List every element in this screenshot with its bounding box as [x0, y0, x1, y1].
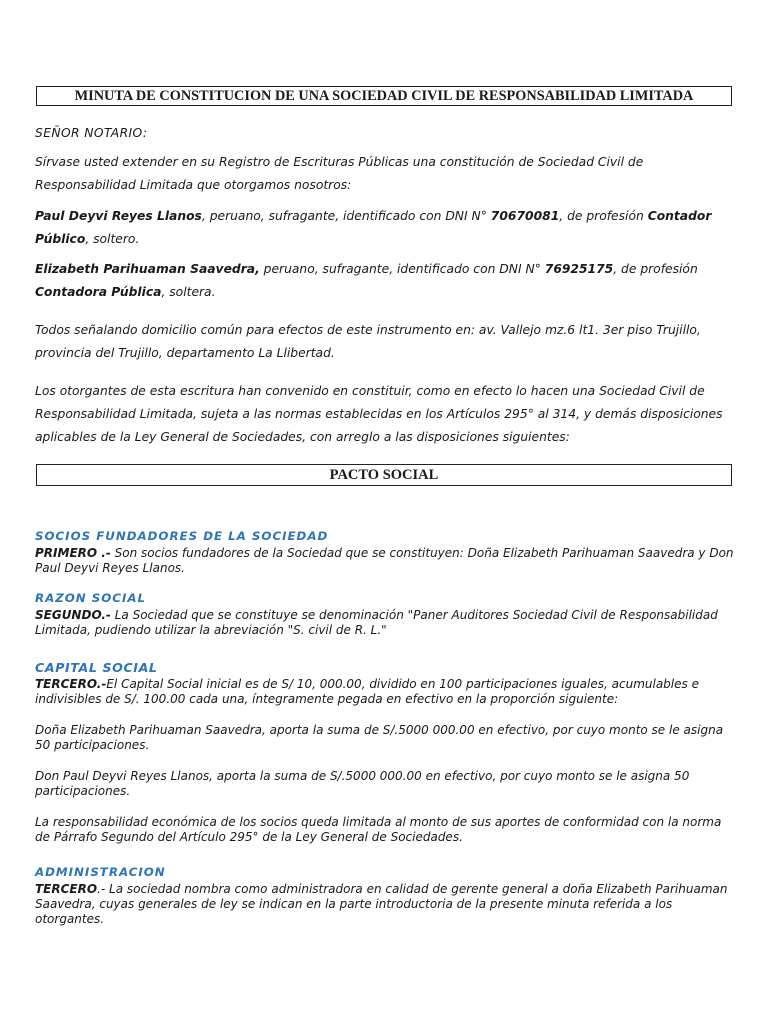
clause-text: Son socios fundadores de la Sociedad que se constituyen: Doña Elizabeth Parihuaman Saavedra y Don Paul Deyvi Reyes Llanos. [35, 546, 734, 575]
section-title: SOCIOS FUNDADORES DE LA SOCIEDAD [35, 529, 329, 543]
clause-text: El Capital Social inicial es de S/ 10, 000.00, dividido en 100 participaciones iguales, acumulables e indivisibles de S/. 100.00 cada una, íntegramente pegada en efectivo en la proporción siguiente: [35, 677, 699, 706]
socio-1-text-2: , de profesión [559, 209, 648, 223]
socio-1-dni: 70670081 [490, 209, 560, 223]
socio-2-profession: Contadora Pública [35, 285, 162, 299]
clause-label: TERCERO [35, 882, 98, 896]
socio-2-name: Elizabeth Parihuaman Saavedra, [35, 262, 260, 276]
section-capital-social [35, 660, 735, 845]
section-title: RAZON SOCIAL [35, 591, 146, 605]
socio-1-name: Paul Deyvi Reyes Llanos [35, 209, 202, 223]
socio-1-text: , peruano, sufragante, identificado con DNI N° [201, 209, 491, 223]
clause-label: PRIMERO .- [35, 546, 111, 560]
section-body [35, 608, 735, 638]
clause-label: TERCERO.- [35, 677, 107, 691]
socio-2-dni: 76925175 [544, 262, 614, 276]
section-body [35, 546, 735, 576]
socio-1-paragraph [35, 205, 735, 251]
socio-2-paragraph [35, 258, 735, 304]
clause-label: SEGUNDO.- [35, 608, 111, 622]
section-administracion [35, 865, 735, 927]
section-body [35, 677, 735, 707]
salutation: SEÑOR NOTARIO: [35, 126, 148, 140]
socio-1-profession: Contador Público [35, 209, 712, 246]
socio-2-text-2: , de profesión [613, 262, 698, 276]
section-razon-social [35, 591, 735, 638]
responsabilidad-paragraph: La responsabilidad económica de los socios queda limitada al monto de sus aportes de conformidad con la norma de Párrafo Segundo del Artículo 295° de la Ley General de Sociedades. [35, 815, 722, 844]
section-title: CAPITAL SOCIAL [35, 660, 158, 675]
aporte-elizabeth: Doña Elizabeth Parihuaman Saavedra, aporta la suma de S/.5000 000.00 en efectivo, por cuyo monto se le asigna 50 participaciones. [35, 723, 724, 752]
section-socios-fundadores [35, 529, 735, 576]
section-body [35, 882, 735, 927]
aporte-paul: Don Paul Deyvi Reyes Llanos, aporta la suma de S/.5000 000.00 en efectivo, por cuyo monto se le asigna 50 participaciones. [35, 769, 690, 798]
socio-2-text-3: , soltera. [161, 285, 216, 299]
section-title: ADMINISTRACION [35, 865, 166, 879]
intro-paragraph: Sírvase usted extender en su Registro de Escrituras Públicas una constitución de Sociedad Civil de Responsabilidad Limitada que otorgamos nosotros: [35, 155, 644, 192]
socio-2-text: peruano, sufragante, identificado con DNI N° [259, 262, 545, 276]
document-title: MINUTA DE CONSTITUCION DE UNA SOCIEDAD CIVIL DE RESPONSABILIDAD LIMITADA [36, 86, 732, 106]
domicilio-paragraph: Todos señalando domicilio común para efectos de este instrumento en: av. Vallejo mz.6 lt1. 3er piso Trujillo, provincia del Trujillo, departamento La Llibertad. [35, 323, 701, 360]
otorgantes-paragraph: Los otorgantes de esta escritura han convenido en constituir, como en efecto lo hacen una Sociedad Civil de Responsabilidad Limitada, sujeta a las normas establecidas en los Artículos 295° al 314, y demás disposiciones aplicables de la Ley General de Sociedades, con arreglo a las disposiciones siguientes: [35, 384, 723, 444]
socio-1-text-3: , soltero. [85, 232, 140, 246]
clause-text: .- La sociedad nombra como administradora en calidad de gerente general a doña Elizabeth Parihuaman Saavedra, cuyas generales de ley se indican en la parte introductoria de la presente minuta referida a los otorgantes. [35, 882, 728, 926]
clause-text: La Sociedad que se constituye se denominación "Paner Auditores Sociedad Civil de Responsabilidad Limitada, pudiendo utilizar la abreviación "S. civil de R. L." [35, 608, 718, 637]
pacto-social-heading: PACTO SOCIAL [36, 464, 732, 486]
